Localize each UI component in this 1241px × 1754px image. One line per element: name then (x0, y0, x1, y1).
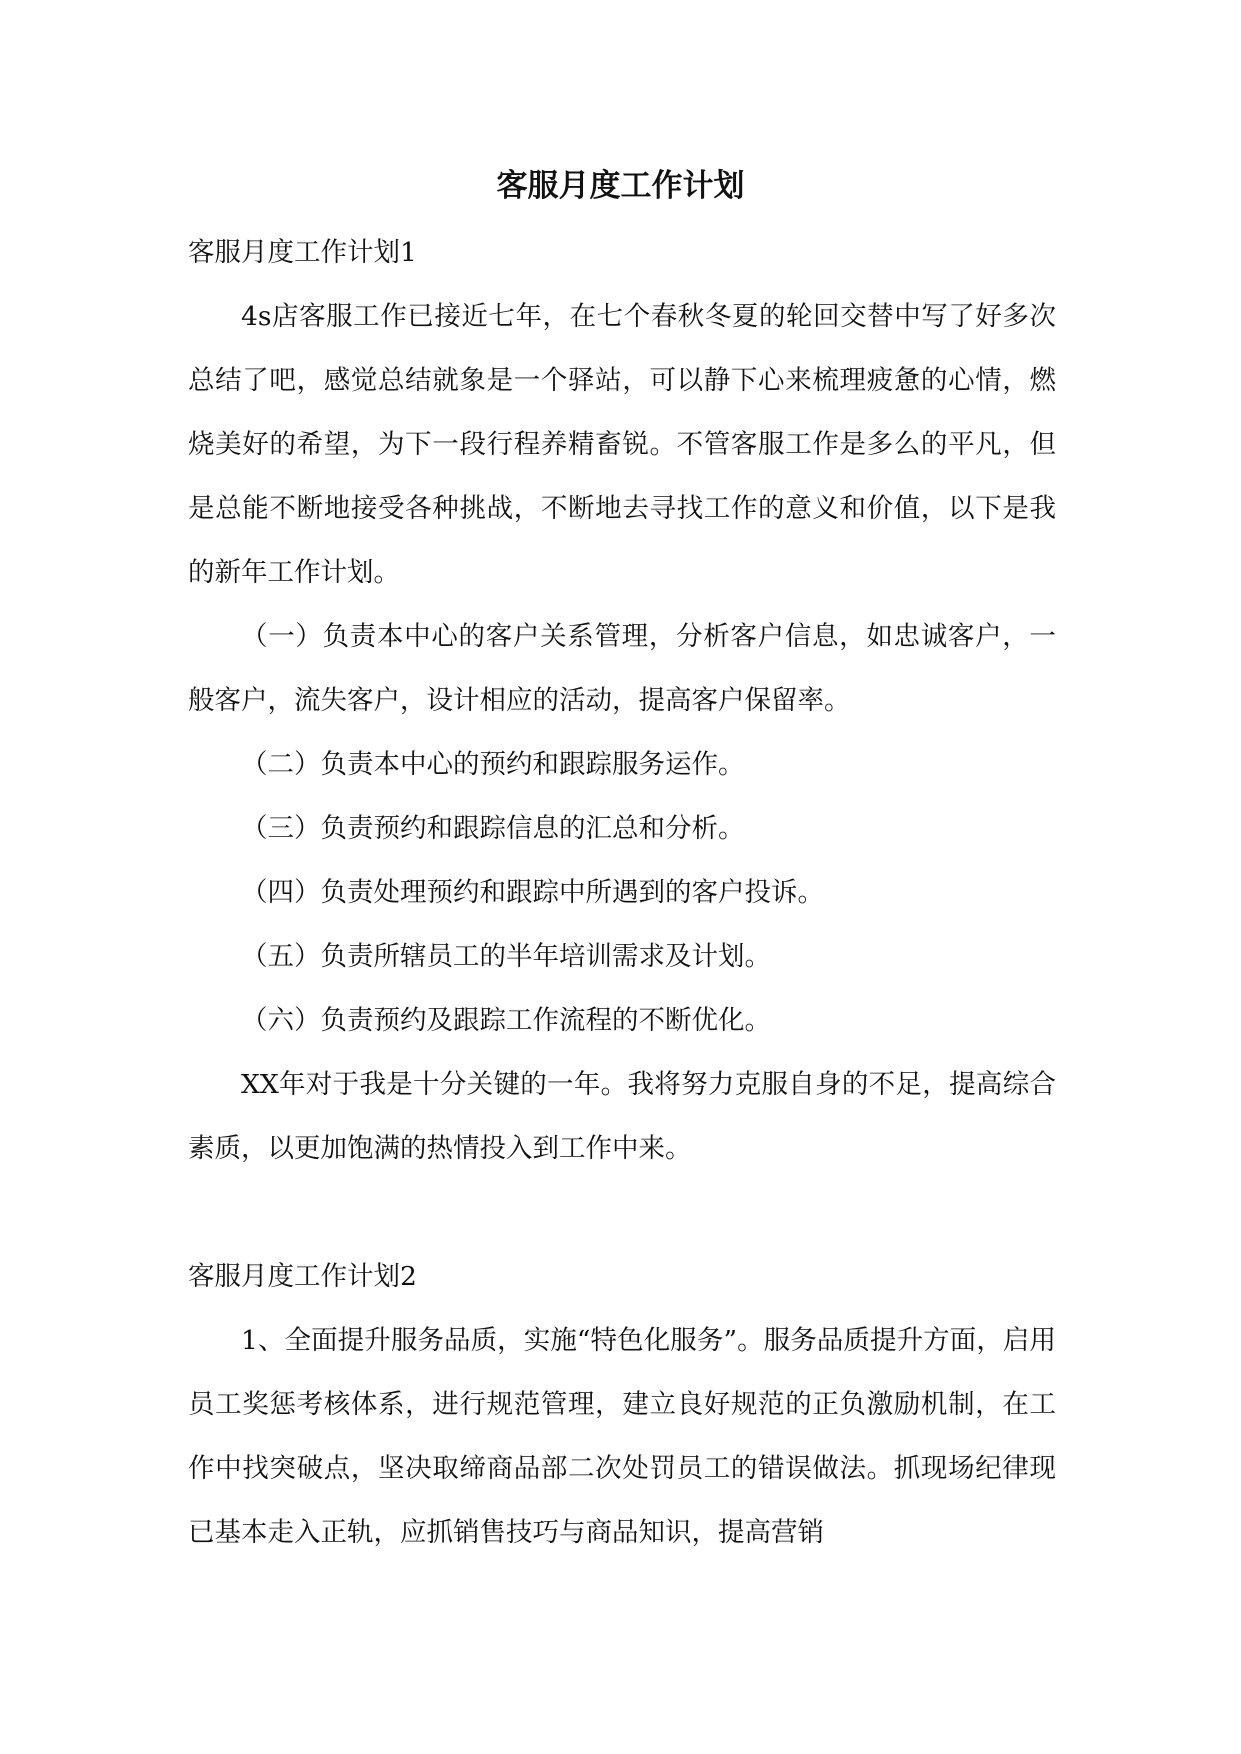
paragraph: 1、全面提升服务品质，实施“特色化服务”。服务品质提升方面，启用员工奖惩考核体系，进行规范管理，建立良好规范的正负激励机制，在工作中找突破点，坚决取缔商品部二次处罚员工的错误做法。抓现场纪律现已基本走入正轨，应抓销售技巧与商品知识，提高营销 (188, 1325, 1056, 1548)
section-plan-2 (188, 1245, 1056, 1565)
list-item: （二）负责本中心的预约和跟踪服务运作。 (241, 749, 745, 780)
list-item: （三）负责预约和跟踪信息的汇总和分析。 (241, 813, 745, 844)
document-body (188, 221, 1056, 1565)
list-item: （四）负责处理预约和跟踪中所遇到的客户投诉。 (241, 877, 824, 908)
section-heading: 客服月度工作计划2 (188, 1261, 417, 1292)
section-spacer (188, 1181, 1056, 1245)
document-title: 客服月度工作计划 (496, 168, 745, 204)
section-heading: 客服月度工作计划1 (188, 237, 417, 268)
list-item: （六）负责预约及跟踪工作流程的不断优化。 (241, 1005, 771, 1036)
list-item: （一）负责本中心的客户关系管理，分析客户信息，如忠诚客户，一般客户，流失客户，设计相应的活动，提高客户保留率。 (188, 621, 1056, 716)
section-plan-1 (188, 221, 1056, 1181)
paragraph: 4s店客服工作已接近七年，在七个春秋冬夏的轮回交替中写了好多次总结了吧，感觉总结就象是一个驿站，可以静下心来梳理疲惫的心情，燃烧美好的希望，为下一段行程养精畜锐。不管客服工作是多么的平凡，但是总能不断地接受各种挑战，不断地去寻找工作的意义和价值，以下是我的新年工作计划。 (188, 301, 1056, 588)
list-item: （五）负责所辖员工的半年培训需求及计划。 (241, 941, 771, 972)
paragraph: XX年对于我是十分关键的一年。我将努力克服自身的不足，提高综合素质，以更加饱满的热情投入到工作中来。 (188, 1069, 1056, 1164)
